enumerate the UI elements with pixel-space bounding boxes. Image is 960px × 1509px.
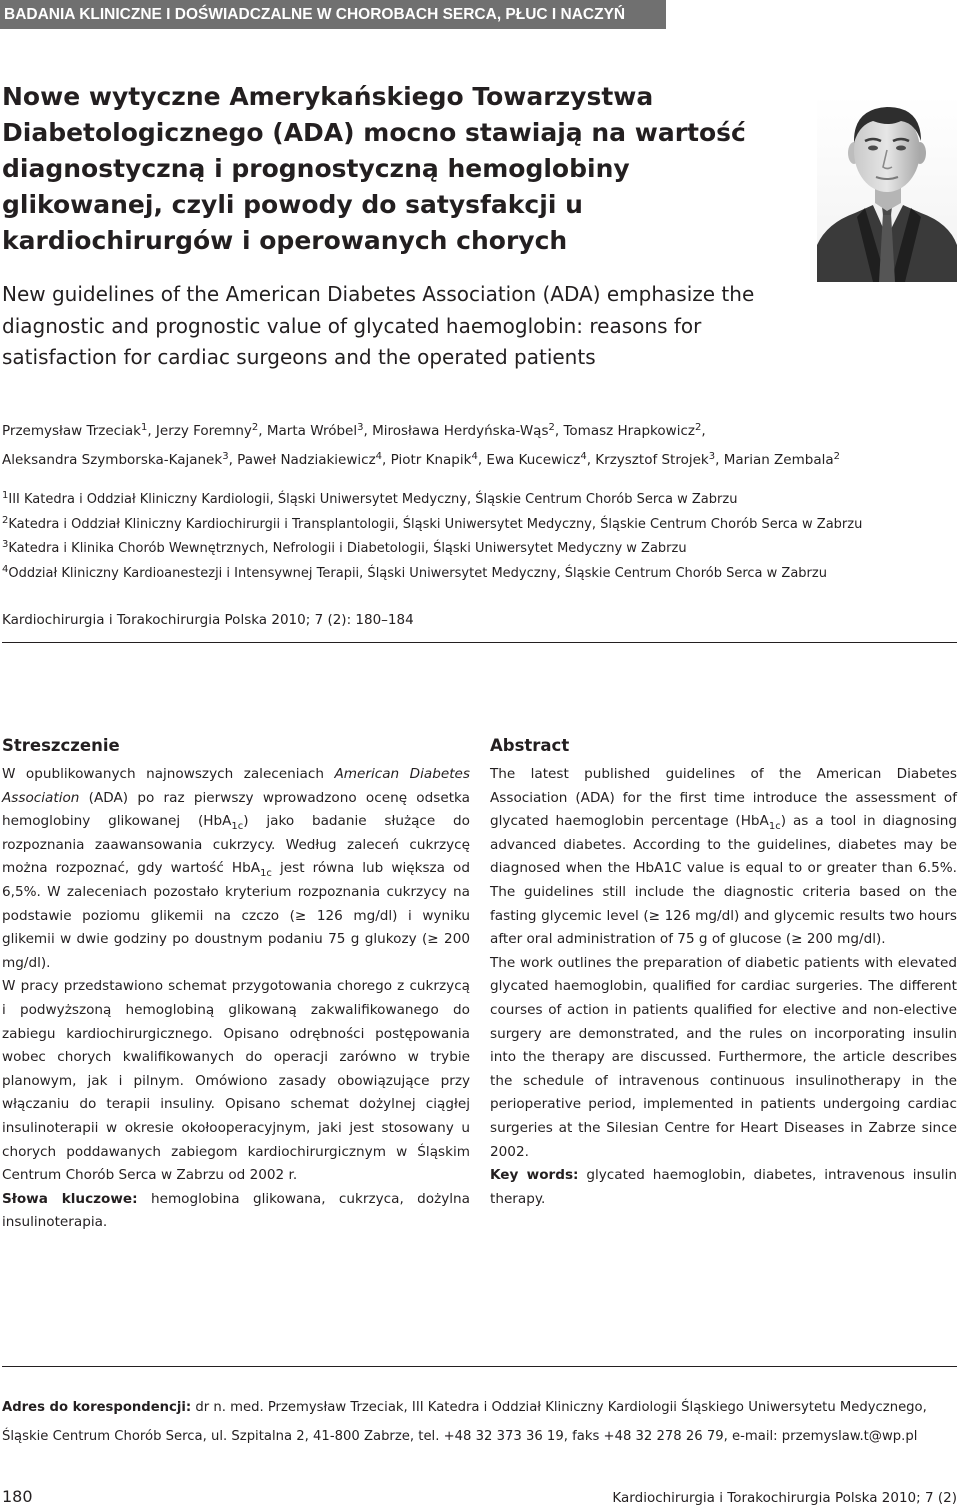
article-title-polish: Nowe wytyczne Amerykańskiego Towarzystwa Diabetologicznego (ADA) mocno stawiają na wartość diagnostyczną i prognostyczną hemoglobiny glikowanej, czyli powody do satysfakcji u kardiochirurgów i operowanych chorych — [2, 82, 746, 255]
author-name: Aleksandra Szymborska-Kajanek — [2, 452, 223, 468]
footer-divider — [2, 1366, 957, 1367]
affiliation-number: 3 — [2, 539, 9, 550]
affiliation-number: 2 — [2, 514, 9, 526]
abstract-english-column — [490, 733, 957, 1211]
author-entry — [372, 423, 563, 439]
author-name: Mirosława Herdyńska-Wąs — [372, 423, 549, 439]
affiliation-item — [2, 513, 960, 538]
author-separator: , — [228, 452, 238, 468]
affiliation-number: 1 — [2, 490, 9, 501]
page-number: 180 — [2, 1487, 33, 1506]
author-entry — [724, 452, 840, 468]
journal-footer: Kardiochirurgia i Torakochirurgia Polska 2010; 7 (2) — [612, 1490, 957, 1506]
abstract-english-paragraph-1: The latest published guidelines of the American Diabetes Association (ADA) for the first time introduce the assessment of glycated haemoglobin percentage (HbA$_{1c}$) as a tool in diagnosing advanced diabetes. According to the guidelines, diabetes may be diagnosed when the HbA1C value is equal to or greater than 6.5%. The guidelines still include the diagnostic criteria based on the fasting glycemic level (≥ 126 mg/dl) and glycemic results two hours after oral administration of 75 g of glucose (≥ 200 mg/dl). — [490, 766, 957, 948]
author-affiliation-number: 2 — [251, 422, 259, 433]
affiliation-text: Katedra i Klinika Chorób Wewnętrznych, Nefrologii i Diabetologii, Śląski Uniwersytet Medyczny w Zabrzu — [8, 541, 687, 556]
author-affiliation-number: 2 — [548, 422, 555, 433]
author-name: Przemysław Trzeciak — [2, 423, 141, 439]
author-entry — [391, 452, 487, 468]
author-affiliation-number: 4 — [375, 451, 383, 462]
author-entry — [2, 452, 237, 468]
keywords-english: Key words: glycated haemoglobin, diabetes, intravenous insulin therapy. — [490, 1167, 957, 1207]
author-separator: , — [554, 423, 564, 439]
author-affiliation-number: 2 — [694, 422, 702, 433]
header-divider — [2, 642, 957, 643]
abstract-english-paragraph-2: The work outlines the preparation of diabetic patients with elevated glycated haemoglobin, qualified for cardiac surgeries. The different courses of action in patients qualified for elective and non-elective surgery are demonstrated, and the rules on incorporating insulin into the therapy are discussed. Furthermore, the article describes the schedule of intravenous continuous insulinotherapy in the perioperative period, implemented in patients undergoing cardiac surgeries at the Silesian Centre for Heart Diseases in Zabrze since 2002. — [490, 954, 957, 1160]
author-affiliation-number: 4 — [471, 451, 478, 462]
correspondence-address: Adres do korespondencji: dr n. med. Przemysław Trzeciak, III Katedra i Oddział Kliniczny Kardiologii Śląskiego Uniwersytetu Medycznego, Śląskie Centrum Chorób Serca, ul. Szpitalna 2, 41-800 Zabrze, tel. +48 32 373 36 19, faks +48 32 278 26 79, e-mail: przemyslaw.t@wp.pl — [2, 1400, 927, 1444]
author-name: Marian Zembala — [723, 452, 834, 468]
author-entry — [595, 452, 723, 468]
citation-line: Kardiochirurgia i Torakochirurgia Polska 2010; 7 (2): 180–184 — [2, 612, 414, 628]
article-title-english: New guidelines of the American Diabetes Association (ADA) emphasize the diagnostic and prognostic value of glycated haemoglobin: reasons for satisfaction for cardiac surgeons and the operated patients — [2, 282, 755, 369]
author-affiliation-number: 1 — [140, 422, 148, 433]
author-portrait-photo — [817, 95, 957, 282]
abstract-polish-paragraph-2: W pracy przedstawiono schemat przygotowania chorego z cukrzycą i podwyższoną hemoglobiną glikowaną zakwalifikowanego do zabiegu kardiochirurgicznego. Opisano odrębności postępowania wobec chorych kwalifikowanych do operacji zarówno w trybie planowym, jak i pilnym. Omówiono zasady obowiązujące przy włączaniu do terapii insuliny. Opisano schemat dożylnej ciągłej insulinoterapii w okresie okołooperacyjnym, jaki jest stosowany u chorych poddawanych zabiegom kardiochirurgicznym w Śląskim Centrum Chorób Serca w Zabrzu od 2002 r. — [2, 978, 470, 1184]
author-separator: , — [147, 423, 156, 439]
section-banner: BADANIA KLINICZNE I DOŚWIADCZALNE W CHOROBACH SERCA, PŁUC I NACZYŃ — [0, 0, 666, 29]
affiliation-item — [2, 488, 960, 513]
author-entry — [2, 423, 156, 439]
author-affiliation-number: 3 — [708, 451, 716, 462]
author-separator: , — [477, 452, 487, 468]
author-separator: , — [715, 452, 724, 468]
abstract-polish-heading: Streszczenie — [2, 736, 120, 755]
author-name: Tomasz Hrapkowicz — [563, 423, 695, 439]
author-entry — [237, 452, 390, 468]
author-separator: , — [382, 452, 391, 468]
author-affiliation-number: 3 — [222, 451, 229, 462]
author-entry — [563, 423, 705, 439]
abstract-polish-column — [2, 733, 470, 1235]
abstract-english-heading: Abstract — [490, 736, 570, 755]
author-affiliation-number: 4 — [580, 451, 587, 462]
author-separator: , — [258, 423, 267, 439]
author-separator: , — [701, 423, 706, 439]
affiliation-item — [2, 562, 960, 587]
affiliation-item — [2, 537, 960, 562]
author-entry — [486, 452, 595, 468]
affiliation-list — [2, 488, 960, 586]
author-name: Jerzy Foremny — [155, 423, 252, 439]
author-affiliation-number: 2 — [833, 451, 841, 462]
author-name: Paweł Nadziakiewicz — [237, 452, 376, 468]
author-affiliation-number: 3 — [357, 422, 364, 433]
affiliation-number: 4 — [2, 563, 9, 575]
author-name: Krzysztof Strojek — [595, 452, 709, 468]
author-name: Marta Wróbel — [266, 423, 358, 439]
author-name: Piotr Knapik — [390, 452, 472, 468]
affiliation-text: III Katedra i Oddział Kliniczny Kardiologii, Śląski Uniwersytet Medyczny, Śląskie Centrum Chorób Serca w Zabrzu — [8, 492, 738, 507]
author-entry — [267, 423, 372, 439]
author-list — [2, 417, 957, 475]
affiliation-text: Oddział Kliniczny Kardioanestezji i Intensywnej Terapii, Śląski Uniwersytet Medyczny, Śląskie Centrum Chorób Serca w Zabrzu — [8, 565, 827, 581]
author-name: Ewa Kucewicz — [486, 452, 581, 468]
abstract-polish-paragraph-1: W opublikowanych najnowszych zaleceniach American Diabetes Association (ADA) po raz pierwszy wprowadzono ocenę odsetka hemoglobiny glikowanej (HbA$_{1c}$) jako badanie służące do rozpoznania zaawansowania cukrzycy. Według zaleceń cukrzycę można rozpoznać, gdy wartość HbA$_{1c}$ jest równa lub większa od 6,5%. W zaleceniach pozostało kryterium rozpoznania cukrzycy na podstawie poziomu glikemii na czczo (≥ 126 mg/dl) i wyniku glikemii w dwie godziny po doustnym podaniu 75 g glukozy (≥ 200 mg/dl). — [2, 766, 470, 971]
affiliation-text: Katedra i Oddział Kliniczny Kardiochirurgii i Transplantologii, Śląski Uniwersytet Medyczny, Śląskie Centrum Chorób Serca w Zabrzu — [8, 516, 863, 532]
keywords-polish: Słowa kluczowe: hemoglobina glikowana, cukrzyca, dożylna insulinoterapia. — [2, 1190, 470, 1231]
author-separator: , — [586, 452, 596, 468]
author-separator: , — [363, 423, 373, 439]
author-entry — [156, 423, 267, 439]
